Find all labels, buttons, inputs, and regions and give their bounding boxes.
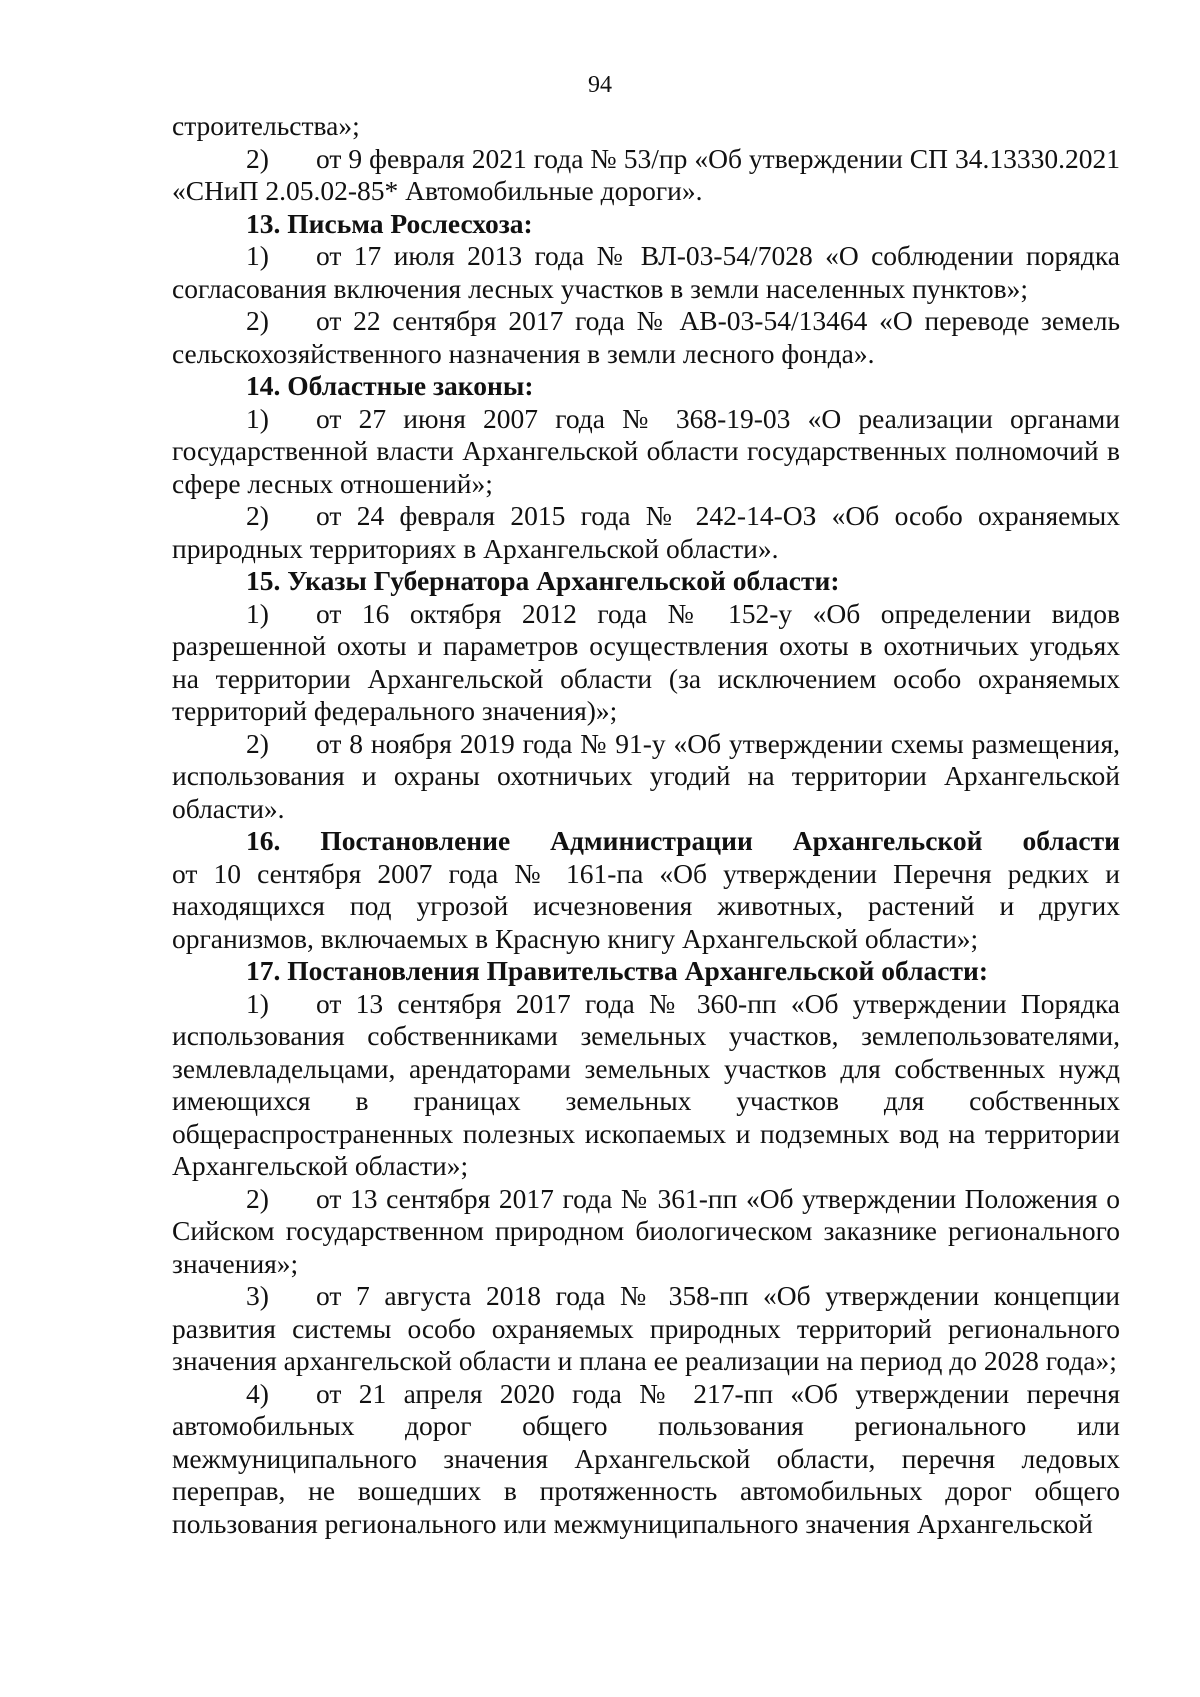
paragraph-continuation: строительства»; xyxy=(172,110,360,141)
item-text: от 27 июня 2007 года № 368-19-03 «О реализации органами государственной власти Архангельской области государственных полномочий в сфере лесных отношений»; xyxy=(172,402,1120,499)
item-number: 2) xyxy=(246,727,269,759)
item-number: 2) xyxy=(246,1182,269,1214)
list-item xyxy=(172,988,1120,1183)
section-heading-14: 14. Областные законы: xyxy=(246,370,534,401)
section-16-text: от 10 сентября 2007 года № 161-па «Об утверждении Перечня редких и находящихся под угрозой исчезновения животных, растений и других организмов, включаемых в Красную книгу Архангельской области»; xyxy=(172,857,1120,954)
section-heading-13: 13. Письма Рослесхоза: xyxy=(246,207,533,239)
item-text: от 8 ноября 2019 года № 91-у «Об утверждении схемы размещения, использования и охраны охотничьих угодий на территории Архангельской области». xyxy=(172,727,1120,824)
section-heading-15: 15. Указы Губернатора Архангельской области: xyxy=(246,565,840,596)
list-item xyxy=(172,1183,1120,1281)
list-item xyxy=(172,305,1120,370)
item-text: от 9 февраля 2021 года № 53/пр «Об утверждении СП 34.13330.2021 «СНиП 2.05.02-85* Автомобильные дороги». xyxy=(172,142,1120,206)
item-number: 1) xyxy=(246,987,269,1019)
item-text: от 7 августа 2018 года № 358-пп «Об утверждении концепции развития системы особо охраняемых природных территорий регионального значения архангельской области и плана ее реализации на период до 2028 года»; xyxy=(172,1280,1120,1376)
section-heading-16: 16. Постановление Администрации Архангельской области xyxy=(246,825,1120,856)
item-text: от 13 сентября 2017 года № 360-пп «Об утверждении Порядка использования собственниками земельных участков, землепользователями, землевладельцами, арендаторами земельных участков для собственных нужд имеющихся в границах земельных участков для собственных общераспространенных полезных ископаемых и подземных вод на территории Архангельской области»; xyxy=(172,987,1120,1181)
document-body xyxy=(172,110,1120,1540)
list-item xyxy=(172,143,1120,208)
item-text: от 22 сентября 2017 года № АВ-03-54/13464 «О переводе земель сельскохозяйственного назначения в земли лесного фонда». xyxy=(172,305,1120,369)
item-text: от 21 апреля 2020 года № 217-пп «Об утверждении перечня автомобильных дорог общего пользования регионального или межмуниципального значения Архангельской области, перечня ледовых переправ, не вошедших в протяженность автомобильных дорог общего пользования регионального или межмуниципального значения Архангельской xyxy=(172,1377,1120,1539)
item-number: 2) xyxy=(246,500,269,531)
item-text: от 13 сентября 2017 года № 361-пп «Об утверждении Положения о Сийском государственном природном биологическом заказнике регионального значения»; xyxy=(172,1182,1120,1279)
list-item xyxy=(172,500,1120,565)
item-number: 2) xyxy=(246,142,269,174)
item-number: 2) xyxy=(246,305,269,336)
item-number: 1) xyxy=(246,597,269,629)
section-heading-17: 17. Постановления Правительства Архангельской области: xyxy=(246,955,988,986)
item-text: от 24 февраля 2015 года № 242-14-ОЗ «Об особо охраняемых природных территориях в Архангельской области». xyxy=(172,500,1120,564)
list-item xyxy=(172,240,1120,305)
page-number: 94 xyxy=(588,72,612,98)
item-number: 1) xyxy=(246,402,269,434)
list-item xyxy=(172,1280,1120,1378)
list-item xyxy=(172,728,1120,826)
item-text: от 16 октября 2012 года № 152-у «Об определении видов разрешенной охоты и параметров осуществления охоты в охотничьих угодьях на территории Архангельской области (за исключением особо охраняемых территорий федерального значения)»; xyxy=(172,597,1120,726)
item-number: 3) xyxy=(246,1280,269,1311)
list-item xyxy=(172,598,1120,728)
list-item xyxy=(172,1378,1120,1541)
item-number: 4) xyxy=(246,1377,269,1409)
item-text: от 17 июля 2013 года № ВЛ-03-54/7028 «О соблюдении порядка согласования включения лесных участков в земли населенных пунктов»; xyxy=(172,240,1120,304)
list-item xyxy=(172,403,1120,501)
item-number: 1) xyxy=(246,240,269,271)
